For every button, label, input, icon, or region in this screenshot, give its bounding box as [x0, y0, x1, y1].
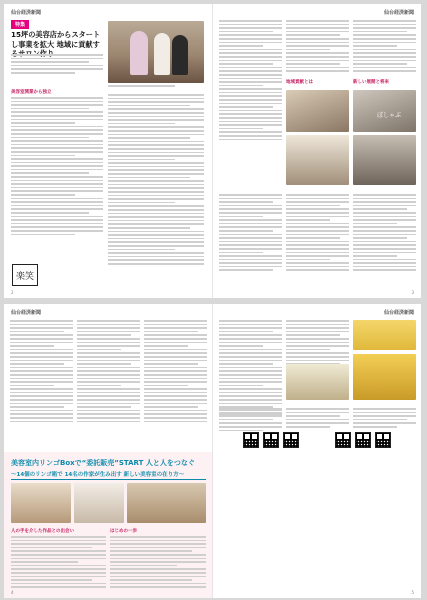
spread-bottom: [4, 304, 421, 598]
page-3: [213, 4, 421, 298]
page-number: 5: [411, 590, 414, 595]
column-1b: [219, 194, 282, 273]
page-number: 3: [411, 290, 414, 295]
shelf-photo: [127, 483, 206, 523]
page-number: 2: [11, 290, 14, 295]
masthead: 仙台経済新聞: [383, 310, 414, 316]
qr-code[interactable]: [283, 432, 299, 448]
feature-column-1: [11, 536, 106, 590]
subhead-1: 美容室開業から独立: [11, 90, 52, 95]
feature-column-2: [110, 536, 206, 590]
qr-code[interactable]: [355, 432, 371, 448]
photo-caption: [108, 85, 204, 89]
masthead: 仙台経済新聞: [11, 310, 42, 316]
salon-sign-photo: [353, 90, 416, 132]
salon-interior-photo: [286, 90, 349, 132]
storefront-photo-1: [286, 135, 349, 185]
masthead: 仙台経済新聞: [383, 10, 414, 16]
column-2: [286, 20, 349, 74]
page-2: [4, 4, 212, 298]
column-2: [77, 320, 140, 424]
owners-photo: [108, 21, 204, 83]
page-5: [213, 304, 421, 598]
column-1: [219, 320, 282, 417]
column-3: [353, 20, 416, 74]
feature-tag: 特集: [11, 20, 29, 29]
column-1: [10, 320, 73, 424]
feature-subtitle: 〜14個のリンゴ箱で 14名の作家が生み出す 新しい美容室の在り方〜: [11, 472, 185, 478]
spread-top: [4, 4, 421, 298]
subhead-3: 新しい展開と将来: [353, 80, 389, 85]
qr-code[interactable]: [263, 432, 279, 448]
qr-code[interactable]: [335, 432, 351, 448]
salon-logo: 楽笑: [12, 264, 38, 286]
column-3b: [353, 408, 416, 430]
sign-text: ぽしゃぶ: [377, 112, 402, 119]
event-photo-1: [286, 364, 349, 400]
column-2b: [286, 408, 349, 430]
qr-code[interactable]: [243, 432, 259, 448]
page-4: [4, 304, 212, 598]
page-number: 4: [11, 590, 14, 595]
column-1b: [219, 408, 282, 433]
subhead-5: はじめの一歩: [110, 529, 137, 534]
column-3: [144, 320, 207, 424]
column-1: [11, 97, 103, 237]
subhead-2: 地域貢献とは: [286, 80, 313, 85]
column-1: [219, 20, 282, 142]
event-photo-2: [353, 354, 416, 400]
qr-code[interactable]: [375, 432, 391, 448]
column-2b: [286, 194, 349, 273]
intro-text: [11, 54, 103, 76]
yellow-shirt-photo: [353, 320, 416, 350]
feature-title: 美容室内リンゴBoxで“委託販売”START 人と人をつなぐ: [11, 459, 195, 467]
column-3b: [353, 194, 416, 273]
subhead-4: 人の手を介した作品との出会い: [11, 529, 74, 534]
shop-interior-photo: [74, 483, 124, 523]
feature-headline: 15坪の美容店からスタートし事業を拡大 地域に貢献す: [11, 30, 101, 49]
masthead: 仙台経済新聞: [11, 10, 42, 16]
storefront-photo-2: [353, 135, 416, 185]
column-2: [108, 94, 204, 267]
apple-box-photo: [11, 483, 71, 523]
feature-rule: [11, 479, 206, 480]
